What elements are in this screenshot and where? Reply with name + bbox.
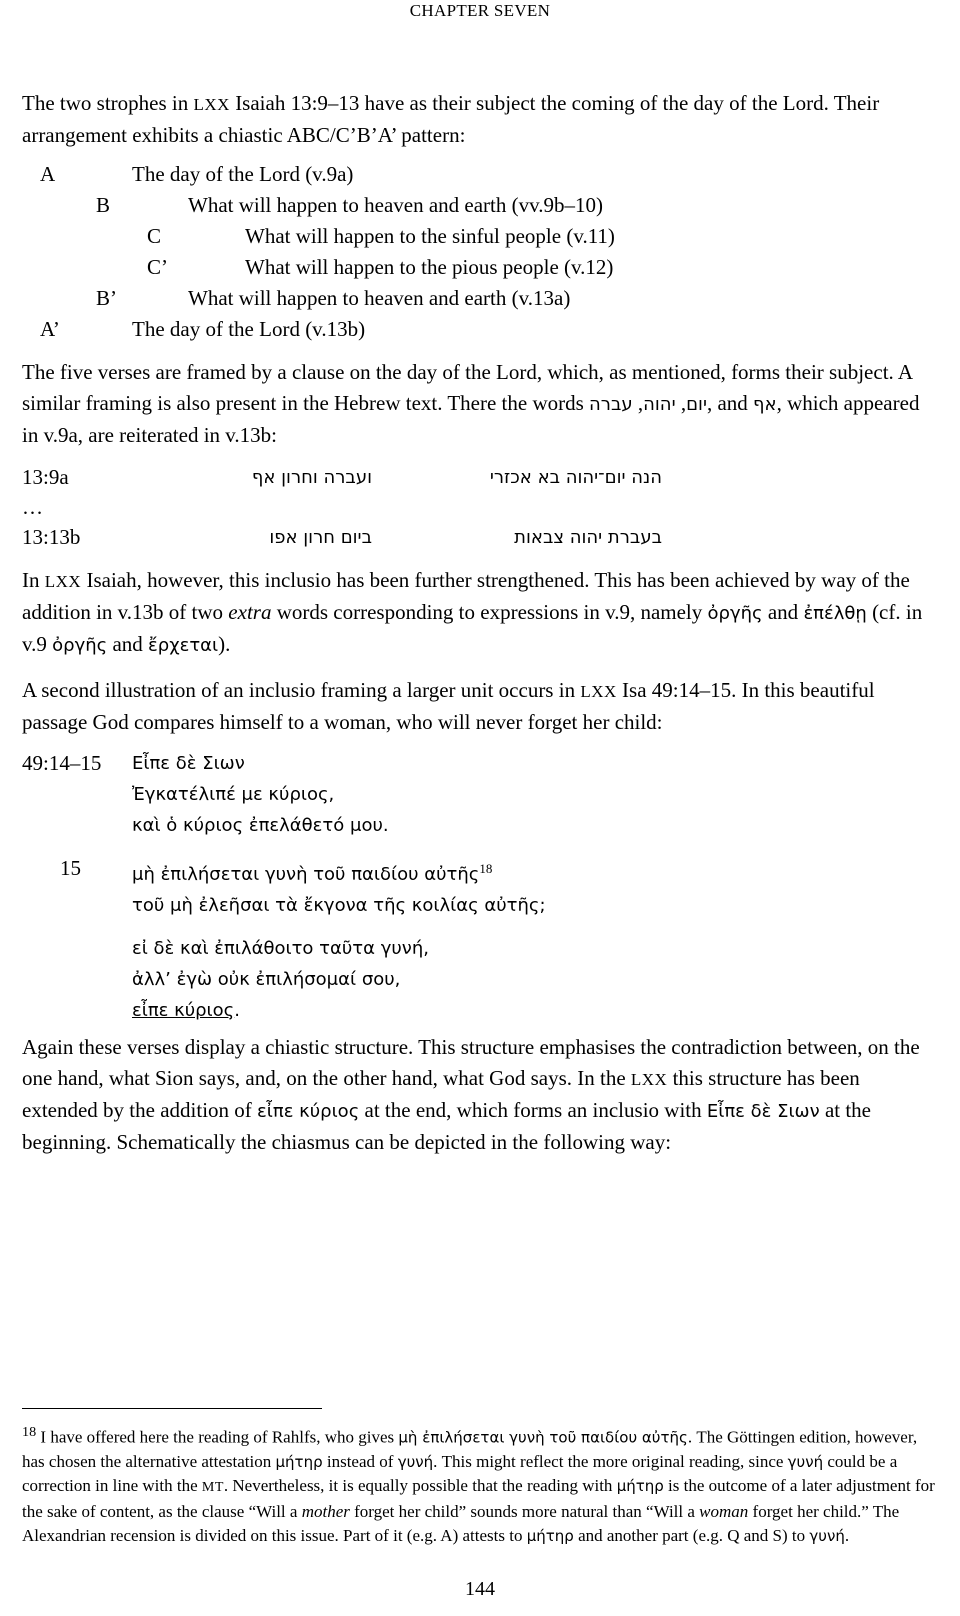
greek-line: ἀλλ’ ἐγὼ οὐκ ἐπιλήσομαί σου, <box>132 969 401 990</box>
hebrew-row-ellipsis <box>22 493 938 521</box>
running-head: CHAPTER SEVEN <box>409 1 551 20</box>
scheme-text: The day of the Lord (v.13b) <box>132 317 366 341</box>
hebrew-text: ביום חרון אפו <box>269 526 372 548</box>
scheme-row-b-prime <box>22 283 938 314</box>
greek-row <box>22 995 938 1026</box>
greek-row <box>22 933 938 964</box>
paragraph-inclusio: In LXX Isaiah, however, this inclusio has been further strengthened. This has been achieved by way of the addition in v.13b of two extra words corresponding to expressions in v.9, namely ὀργῆς and ἐπέλθῃ (cf. in v.9 ὀργῆς and ἔρχεται). <box>22 568 923 656</box>
greek-row <box>22 853 938 890</box>
paragraph-second-illustration: A second illustration of an inclusio framing a larger unit occurs in LXX Isa 49:14–15. In this beautiful passage God compares himself to a woman, who will never forget her child: <box>22 678 875 734</box>
scheme-letter: C’ <box>147 255 168 279</box>
greek-line: μὴ ἐπιλήσεται γυνὴ τοῦ παιδίου αὐτῆς$^{18}$ <box>132 861 493 885</box>
scheme-letter: C <box>147 224 162 248</box>
scheme-letter: B <box>96 193 111 217</box>
page-number: 144 <box>465 1578 495 1600</box>
verse-ref: 15 <box>60 856 81 880</box>
scheme-row-c-prime <box>22 252 938 283</box>
footnote-18: $^{18}$ I have offered here the reading of Rahlfs, who gives μὴ ἐπιλήσεται γυνὴ τοῦ παιδίου αὐτῆς. The Göttingen edition, however, has chosen the alternative attestation μήτηρ instead of γυνή. This might reflect the more original reading, since γυνή could be a correction in line with the MT. Nevertheless, it is equally possible that the reading with μήτηρ is the outcome of a later adjustment for the sake of content, as the clause “Will a mother forget her child” sounds more natural than “Will a woman forget her child.” The Alexandrian recension is divided on this issue. Part of it (e.g. A) attests to μήτηρ and another part (e.g. Q and S) to γυνή. <box>22 1424 935 1545</box>
scheme-letter: A’ <box>40 317 60 341</box>
hebrew-quotation <box>22 461 938 553</box>
greek-line: τοῦ μὴ ἐλεῆσαι τὰ ἔκγονα τῆς κοιλίας αὐτῆς; <box>132 895 546 916</box>
scheme-row-a-prime <box>22 314 938 345</box>
scheme-letter: B’ <box>96 286 117 310</box>
ellipsis: … <box>22 494 43 519</box>
chiasm-scheme <box>22 159 938 345</box>
scheme-text: What will happen to the sinful people (v.11) <box>245 224 615 248</box>
scheme-text: What will happen to heaven and earth (v.13a) <box>188 286 571 310</box>
page-body <box>22 88 938 1545</box>
greek-row <box>22 964 938 995</box>
greek-line: εἰ δὲ καὶ ἐπιλάθοιτο ταῦτα γυνή, <box>132 938 429 959</box>
verse-ref: 49:14–15 <box>22 751 102 775</box>
footnote-marker[interactable]: 18 <box>479 861 493 876</box>
paragraph-framing: The five verses are framed by a clause on the day of the Lord, which, as mentioned, forms their subject. A similar framing is also present in the Hebrew text. There the words יום, יהוה, עברה , and אף, which appeared in v.9a, are reiterated in v.13b: <box>22 360 920 447</box>
scheme-text: The day of the Lord (v.9a) <box>132 162 354 186</box>
scheme-text: What will happen to the pious people (v.12) <box>245 255 614 279</box>
hebrew-row <box>22 461 938 493</box>
footnote-number: 18 <box>22 1424 37 1440</box>
scheme-text: What will happen to heaven and earth (vv.9b–10) <box>188 193 603 217</box>
hebrew-text: בעברת יהוה צבאות <box>514 526 662 548</box>
greek-row <box>22 810 938 841</box>
greek-row <box>22 890 938 921</box>
greek-line: καὶ ὁ κύριος ἐπελάθετό μου. <box>132 815 389 836</box>
paragraph-chiastic: Again these verses display a chiastic structure. This structure emphasises the contradiction between, on the one hand, what Sion says, and, on the other hand, what God says. In the LXX this structure has been extended by the addition of εἶπε κύριος at the end, which forms an inclusio with Εἶπε δὲ Σιων at the beginning. Schematically the chiasmus can be depicted in the following way: <box>22 1035 920 1154</box>
hebrew-text: ועברה וחרון אף <box>251 466 372 488</box>
greek-line: Ἐγκατέλιπέ με κύριος, <box>132 784 335 805</box>
paragraph-intro: The two strophes in LXX Isaiah 13:9–13 have as their subject the coming of the day of the Lord. Their arrangement exhibits a chiastic ABC/C’B’A’ pattern: <box>22 91 880 147</box>
scheme-row-c <box>22 221 938 252</box>
scheme-row-a <box>22 159 938 190</box>
greek-line: Εἶπε δὲ Σιων <box>132 753 245 774</box>
verse-ref: 13:9a <box>22 464 69 489</box>
greek-row <box>22 779 938 810</box>
scheme-letter: A <box>40 162 56 186</box>
hebrew-text: הנה יום־יהוה בא אכזרי <box>489 466 662 488</box>
greek-quotation <box>22 748 938 1026</box>
verse-ref: 13:13b <box>22 524 81 549</box>
scheme-row-b <box>22 190 938 221</box>
greek-line: εἶπε κύριος. <box>132 1000 240 1021</box>
hebrew-row <box>22 521 938 553</box>
footnote-rule <box>22 1408 322 1409</box>
greek-row <box>22 748 938 779</box>
